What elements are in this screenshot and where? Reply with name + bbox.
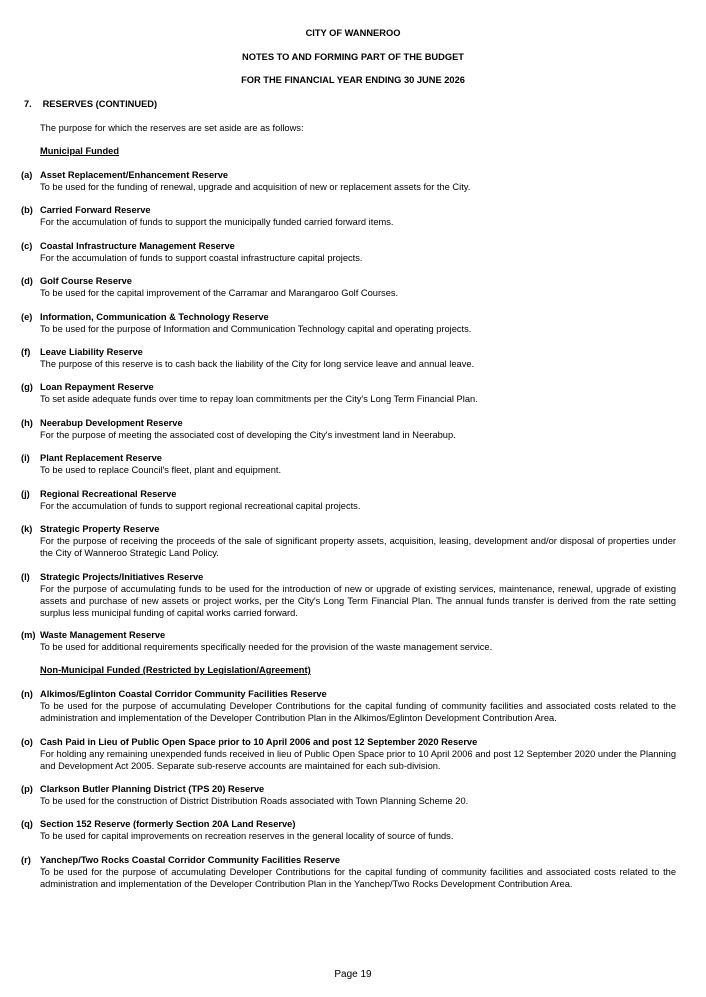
page-number: Page 19 (334, 969, 372, 980)
reserve-description: To be used for the funding of renewal, upgrade and acquisition of new or replacement assets for the City. (40, 182, 471, 192)
reserve-title: Neerabup Development Reserve (40, 418, 183, 428)
reserve-entry (0, 783, 706, 807)
reserve-description: To be used for the purpose of Information and Communication Technology capital and operating projects. (40, 324, 472, 334)
document-header-period: FOR THE FINANCIAL YEAR ENDING 30 JUNE 2026 (241, 75, 465, 85)
reserve-entry (0, 311, 706, 335)
reserve-title: Carried Forward Reserve (40, 205, 151, 215)
reserve-description: For the accumulation of funds to support regional recreational capital projects. (40, 501, 361, 511)
reserve-letter: (f) (21, 347, 31, 357)
reserve-description: To be used to replace Council's fleet, plant and equipment. (40, 465, 282, 475)
reserve-description: To set aside adequate funds over time to repay loan commitments per the City's Long Term Financial Plan. (40, 394, 478, 404)
reserve-letter: (g) (21, 382, 33, 392)
reserve-description: To be used for the purpose of accumulating Developer Contributions for the capital funding of community facilities and associated costs related to the administration and implementation of the Developer Contribution Plan in the Alkimos/Eglinton Development Contribution Area. (40, 701, 676, 723)
reserve-title: Strategic Projects/Initiatives Reserve (40, 572, 204, 582)
reserve-description: To be used for the construction of District Distribution Roads associated with Town Planning Scheme 20. (40, 796, 469, 806)
reserve-description: The purpose of this reserve is to cash back the liability of the City for long service leave and annual leave. (40, 359, 475, 369)
reserve-entry (0, 523, 706, 559)
reserve-description: For the purpose of accumulating funds to be used for the introduction of new or upgrade of existing services, maintenance, renewal, upgrade of existing assets and purchase of new assets or project works, per the City's Long Term Financial Plan. The annual funds transfer is derived from the rate setting surplus less municipal funding of capital works carried forward. (40, 584, 676, 618)
reserve-letter: (l) (21, 572, 30, 582)
reserve-entry (0, 571, 706, 619)
reserve-description: To be used for the capital improvement of the Carramar and Marangaroo Golf Courses. (40, 288, 399, 298)
reserve-entry (0, 818, 706, 842)
section-heading (24, 98, 157, 110)
reserve-title: Strategic Property Reserve (40, 524, 160, 534)
reserve-letter: (d) (21, 276, 33, 286)
reserve-letter: (p) (21, 784, 33, 794)
reserve-title: Information, Communication & Technology Reserve (40, 312, 269, 322)
reserve-entry (0, 452, 706, 476)
reserve-letter: (a) (21, 170, 33, 180)
reserve-title: Leave Liability Reserve (40, 347, 143, 357)
reserve-letter: (m) (21, 630, 36, 640)
reserve-entry (0, 204, 706, 228)
reserve-description: For the purpose of receiving the proceeds of the sale of significant property assets, acquisition, leasing, development and/or disposal of properties under the City of Wanneroo Strategic Land Policy. (40, 536, 676, 558)
reserve-letter: (e) (21, 312, 33, 322)
reserve-letter: (k) (21, 524, 33, 534)
reserve-letter: (j) (21, 489, 30, 499)
reserve-entry (0, 688, 706, 724)
reserve-entry (0, 240, 706, 264)
reserve-title: Clarkson Butler Planning District (TPS 20) Reserve (40, 784, 265, 794)
reserve-description: For holding any remaining unexpended funds received in lieu of Public Open Space prior to 10 April 2006 and post 12 September 2020 under the Planning and Development Act 2005. Separate sub-reserve accounts are maintained for each sub-division. (40, 749, 676, 771)
reserve-entry (0, 169, 706, 193)
reserve-entry (0, 736, 706, 772)
reserve-description: For the accumulation of funds to support the municipally funded carried forward items. (40, 217, 394, 227)
section-intro: The purpose for which the reserves are set aside are as follows: (40, 123, 304, 133)
reserve-entry (0, 417, 706, 441)
reserve-description: For the purpose of meeting the associated cost of developing the City's investment land in Neerabup. (40, 430, 456, 440)
reserve-description: To be used for additional requirements specifically needed for the provision of the waste management service. (40, 642, 493, 652)
reserve-entry (0, 275, 706, 299)
reserve-letter: (q) (21, 819, 33, 829)
section-title: RESERVES (CONTINUED) (42, 99, 158, 109)
reserve-entry (0, 629, 706, 653)
reserve-letter: (i) (21, 453, 30, 463)
reserve-letter: (b) (21, 205, 33, 215)
reserve-title: Coastal Infrastructure Management Reserve (40, 241, 235, 251)
document-header-org: CITY OF WANNEROO (305, 28, 401, 38)
reserve-description: To be used for capital improvements on recreation reserves in the general locality of source of funds. (40, 831, 454, 841)
reserve-title: Loan Repayment Reserve (40, 382, 154, 392)
reserve-letter: (r) (21, 855, 31, 865)
reserve-title: Asset Replacement/Enhancement Reserve (40, 170, 229, 180)
reserve-title: Yanchep/Two Rocks Coastal Corridor Community Facilities Reserve (40, 855, 340, 865)
document-header-title: NOTES TO AND FORMING PART OF THE BUDGET (242, 52, 464, 62)
reserve-letter: (o) (21, 737, 33, 747)
group-heading-municipal: Municipal Funded (40, 146, 120, 156)
reserve-title: Regional Recreational Reserve (40, 489, 177, 499)
reserve-entry (0, 346, 706, 370)
group-heading-non-municipal: Non-Municipal Funded (Restricted by Legislation/Agreement) (40, 665, 311, 675)
section-number: 7. (24, 99, 32, 109)
reserve-description: For the accumulation of funds to support coastal infrastructure capital projects. (40, 253, 363, 263)
reserve-description: To be used for the purpose of accumulating Developer Contributions for the capital funding of community facilities and associated costs related to the administration and implementation of the Developer Contribution Plan in the Yanchep/Two Rocks Development Contribution Area. (40, 867, 676, 889)
reserve-letter: (n) (21, 689, 33, 699)
reserve-letter: (h) (21, 418, 33, 428)
reserve-title: Alkimos/Eglinton Coastal Corridor Community Facilities Reserve (40, 689, 327, 699)
reserve-title: Plant Replacement Reserve (40, 453, 162, 463)
reserve-title: Waste Management Reserve (40, 630, 166, 640)
reserve-title: Section 152 Reserve (formerly Section 20A Land Reserve) (40, 819, 296, 829)
reserve-entry (0, 854, 706, 890)
reserve-title: Cash Paid in Lieu of Public Open Space prior to 10 April 2006 and post 12 September 2020 Reserve (40, 737, 478, 747)
reserve-letter: (c) (21, 241, 33, 251)
reserve-entry (0, 488, 706, 512)
reserve-entry (0, 381, 706, 405)
reserve-title: Golf Course Reserve (40, 276, 132, 286)
